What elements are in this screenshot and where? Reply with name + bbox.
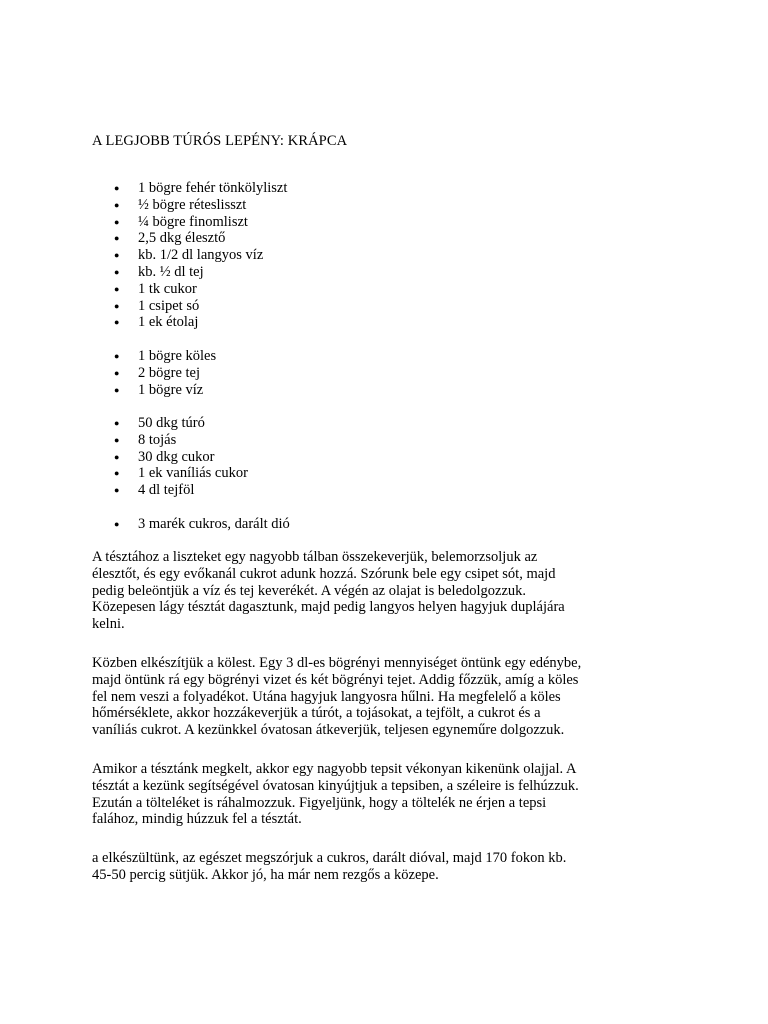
list-item-text: 1 csipet só (138, 297, 200, 314)
list-item-text: 2 bögre tej (138, 364, 201, 381)
list-item-text: 1 ek étolaj (138, 314, 199, 331)
paragraph-line: A tésztához a liszteket egy nagyobb tálban összekeverjük, belemorzsoljuk az (92, 549, 538, 565)
paragraph-line: kelni. (92, 616, 125, 633)
instruction-paragraph-assembly (92, 761, 692, 828)
list-item (0, 264, 287, 281)
list-item-text: ¼ bögre finomliszt (138, 213, 248, 230)
ingredient-list-topping (0, 516, 290, 533)
bullet-icon: ● (114, 367, 120, 378)
list-item-text: 2,5 dkg élesztő (138, 230, 226, 247)
list-item-text: 1 bögre fehér tönkölyliszt (138, 180, 288, 196)
list-item (0, 516, 290, 533)
bullet-icon: ● (114, 266, 120, 277)
list-item-text: 4 dl tejföl (138, 482, 195, 499)
ingredient-list-millet (0, 348, 216, 398)
bullet-icon: ● (114, 199, 120, 210)
paragraph-line: Ezután a tölteléket is ráhalmozzuk. Figyeljünk, hogy a töltelék ne érjen a tepsi (92, 794, 547, 811)
bullet-icon: ● (114, 233, 120, 244)
bullet-icon: ● (114, 250, 120, 261)
bullet-icon: ● (114, 485, 120, 496)
bullet-icon: ● (114, 434, 120, 445)
paragraph-line: vaníliás cukrot. A kezünkkel óvatosan átkeverjük, teljesen egyneműre dolgozzuk. (92, 722, 565, 739)
list-item (0, 230, 287, 247)
list-item-text: 1 tk cukor (138, 280, 197, 297)
ingredient-list-dough (0, 180, 287, 331)
document-title: A LEGJOBB TÚRÓS LEPÉNY: KRÁPCA (92, 133, 348, 149)
list-item (0, 382, 216, 399)
list-item-text: kb. 1/2 dl langyos víz (138, 247, 264, 264)
list-item (0, 465, 248, 482)
list-item-text: 50 dkg túró (138, 415, 205, 431)
bullet-icon: ● (114, 418, 120, 428)
paragraph-line: Amikor a tésztánk megkelt, akkor egy nagyobb tepsit vékonyan kikenünk olajjal. A (92, 761, 577, 777)
list-item-text: 3 marék cukros, darált dió (138, 516, 290, 532)
paragraph-line: a elkészültünk, az egészet megszórjuk a cukros, darált dióval, majd 170 fokon kb. (92, 850, 567, 866)
list-item-text: 1 bögre köles (138, 348, 217, 364)
bullet-icon: ● (114, 519, 120, 529)
list-item (0, 214, 287, 231)
list-item (0, 449, 248, 466)
bullet-icon: ● (114, 451, 120, 462)
bullet-icon: ● (114, 468, 120, 479)
list-item (0, 432, 248, 449)
paragraph-line: Közben elkészítjük a kölest. Egy 3 dl-es bögrényi mennyiséget öntünk egy edénybe, (92, 655, 582, 671)
list-item-text: 1 bögre víz (138, 381, 204, 398)
bullet-icon: ● (114, 300, 120, 311)
paragraph-line: falához, mindig húzzuk fel a tésztát. (92, 811, 302, 828)
list-item-text: 30 dkg cukor (138, 448, 215, 465)
list-item (0, 281, 287, 298)
bullet-icon: ● (114, 351, 120, 361)
paragraph-line: majd öntünk rá egy bögrényi vizet és két bögrényi tejet. Addig főzzük, amíg a köles (92, 671, 579, 688)
instruction-paragraph-millet (92, 655, 692, 739)
bullet-icon: ● (114, 384, 120, 395)
list-item (0, 298, 287, 315)
list-item (0, 415, 248, 432)
paragraph-line: hőmérséklete, akkor hozzákeverjük a túrót, a tojásokat, a tejfölt, a cukrot és a (92, 705, 541, 722)
list-item (0, 197, 287, 214)
bullet-icon: ● (114, 216, 120, 227)
paragraph-line: Közepesen lágy tésztát dagasztunk, majd pedig langyos helyen hagyjuk duplájára (92, 599, 565, 616)
list-item (0, 314, 287, 331)
bullet-icon: ● (114, 183, 120, 193)
bullet-icon: ● (114, 317, 120, 328)
paragraph-line: élesztőt, és egy evőkanál cukrot adunk hozzá. Szórunk bele egy csipet sót, majd (92, 565, 556, 582)
list-item (0, 247, 287, 264)
list-item-text: kb. ½ dl tej (138, 263, 204, 280)
paragraph-line: fel nem veszi a folyadékot. Utána hagyjuk langyosra hűlni. Ha megfelelő a köles (92, 688, 561, 705)
instruction-paragraph-baking (92, 850, 692, 884)
paragraph-line: pedig beleöntjük a víz és tej keverékét. A végén az olajat is beledolgozzuk. (92, 582, 527, 599)
list-item (0, 365, 216, 382)
list-item-text: 8 tojás (138, 431, 177, 448)
paragraph-line: 45-50 percig sütjük. Akkor jó, ha már nem rezgős a közepe. (92, 866, 439, 883)
list-item (0, 180, 287, 197)
list-item (0, 482, 248, 499)
list-item (0, 348, 216, 365)
list-item-text: 1 ek vaníliás cukor (138, 465, 248, 482)
ingredient-list-filling (0, 415, 248, 499)
bullet-icon: ● (114, 283, 120, 294)
paragraph-line: tésztát a kezünk segítségével óvatosan kinyújtjuk a tepsiben, a széleire is felhúzzuk. (92, 777, 579, 794)
list-item-text: ½ bögre réteslisszt (138, 196, 247, 213)
instruction-paragraph-dough (92, 549, 692, 633)
